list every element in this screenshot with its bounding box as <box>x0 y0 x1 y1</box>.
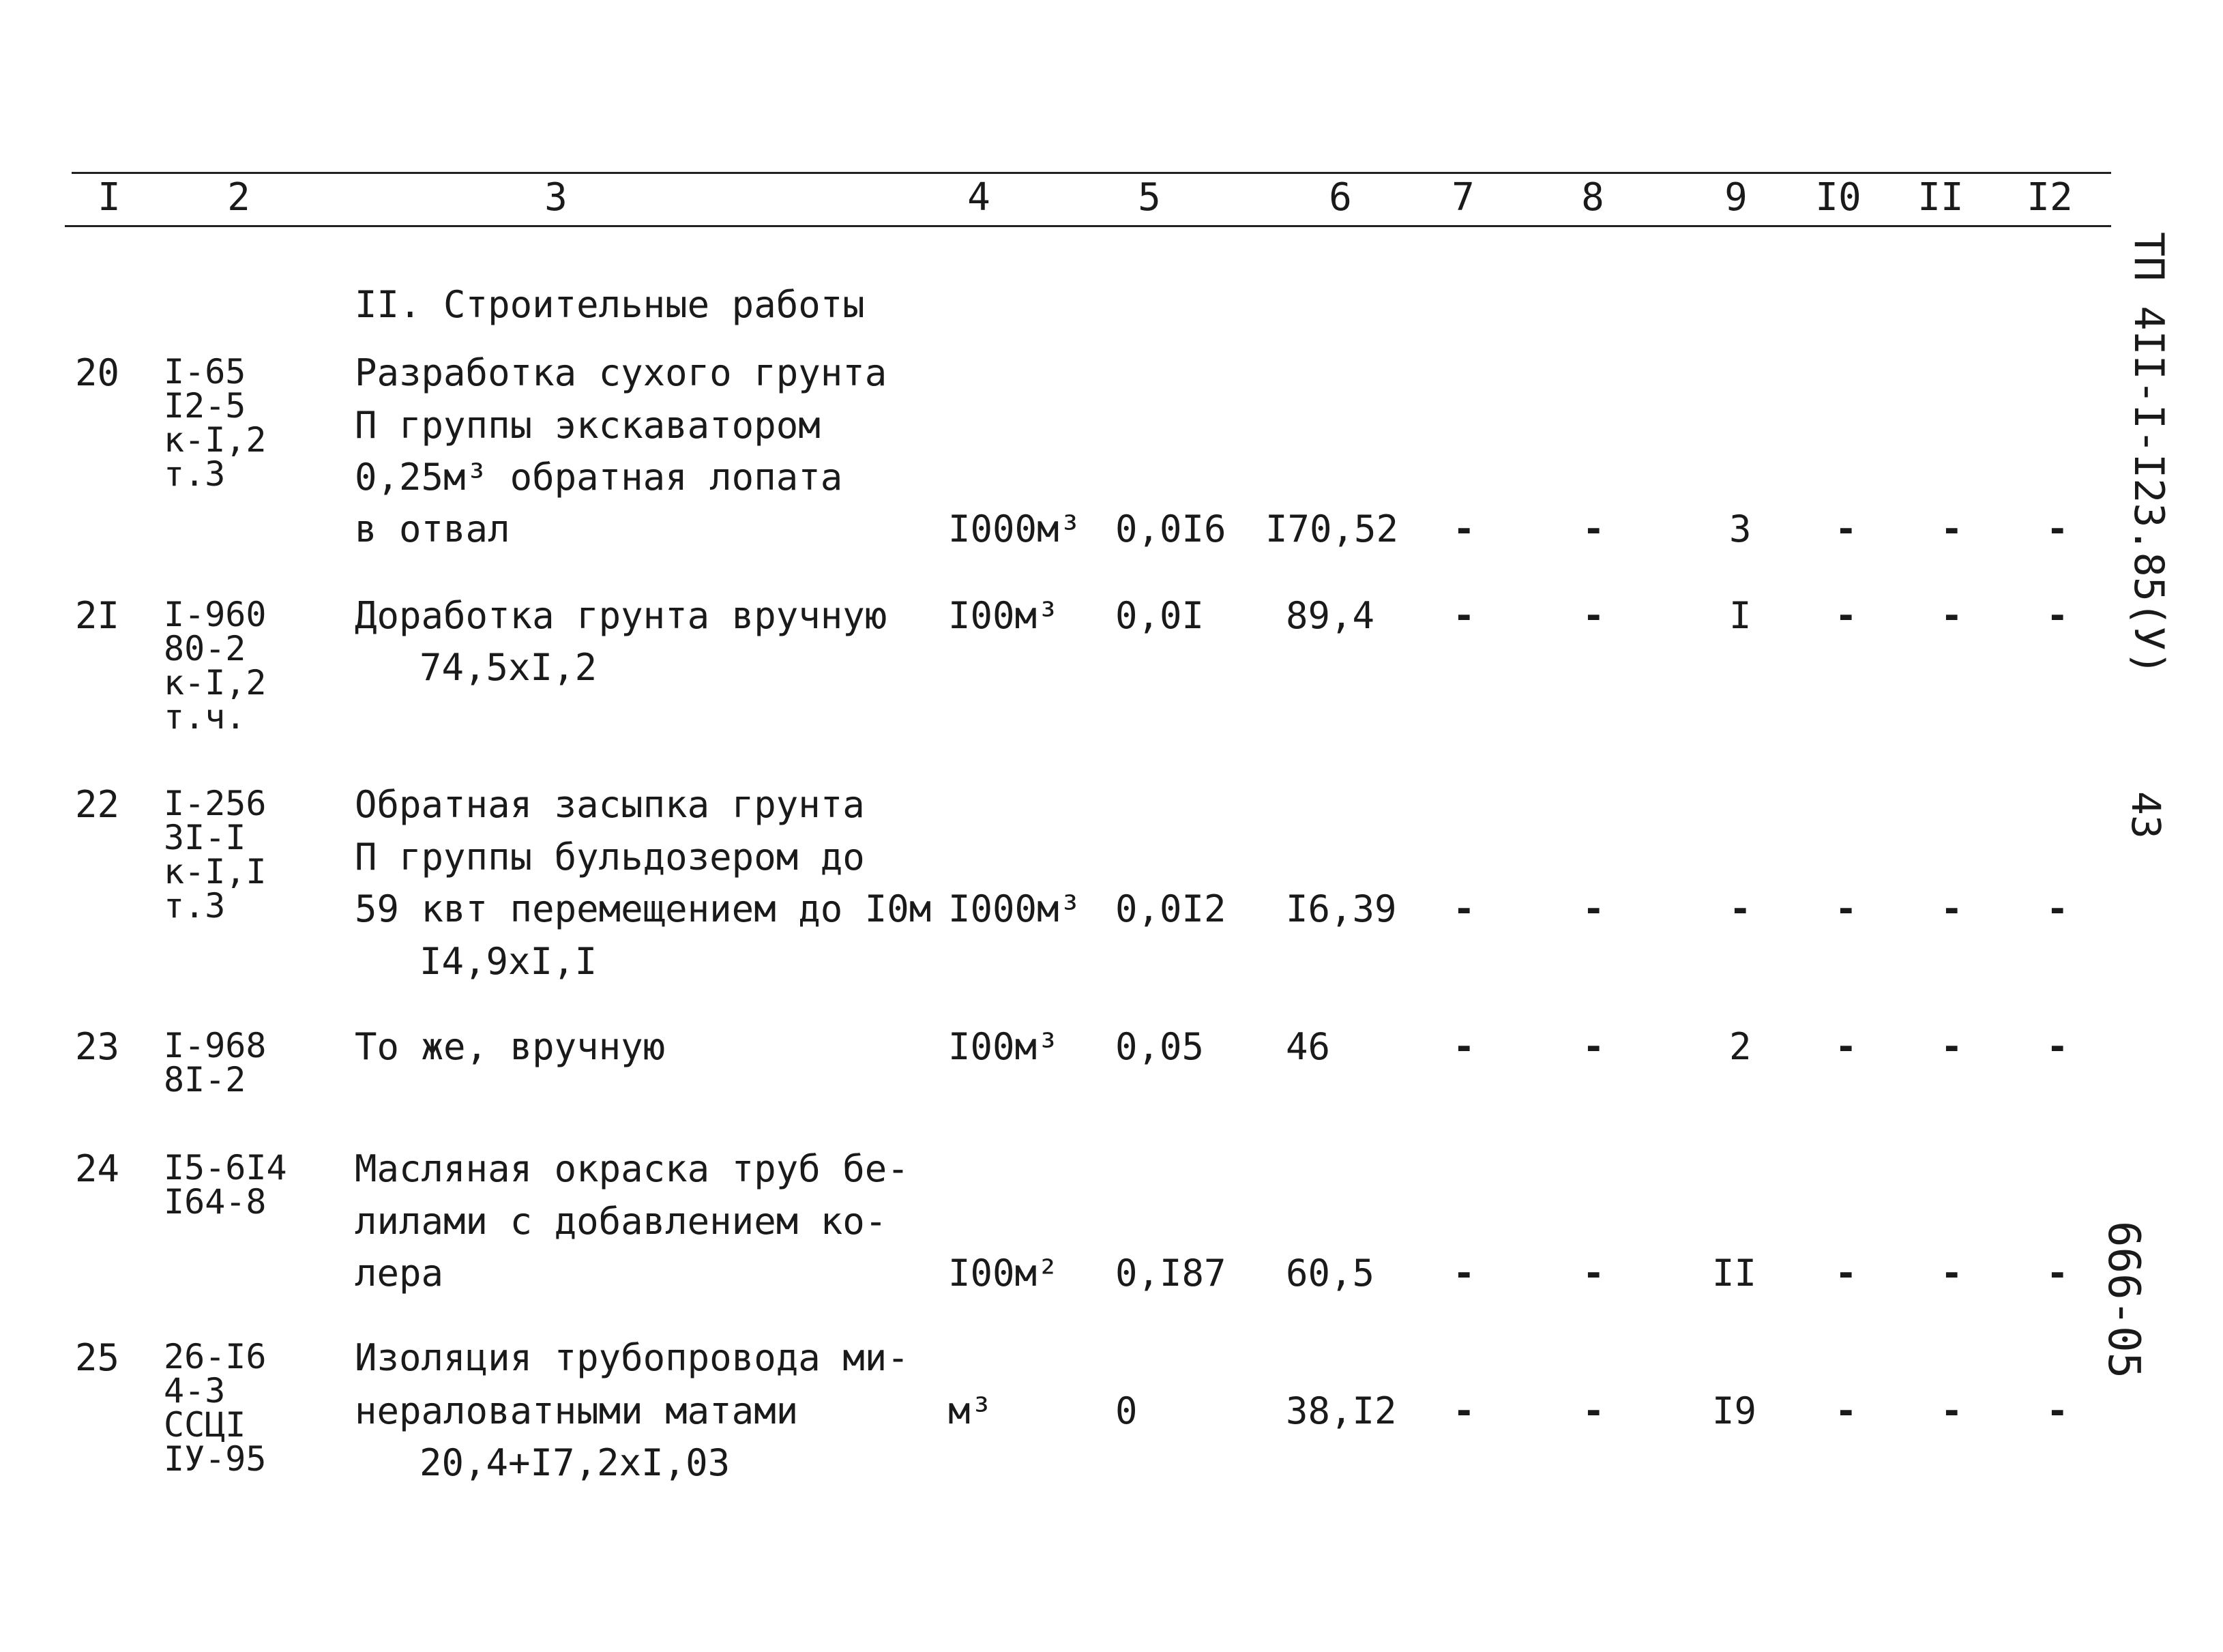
row-col11: - <box>1941 1252 1963 1295</box>
row-col7: - <box>1453 1252 1475 1295</box>
row-codes <box>164 595 267 737</box>
section-title: II. Строительные работы <box>355 283 865 326</box>
header-col-3: 3 <box>544 175 568 220</box>
row-number: 23 <box>75 1025 120 1068</box>
code-line: IУ-95 <box>164 1439 267 1479</box>
row-codes <box>164 1026 267 1100</box>
row-col9: I9 <box>1712 1389 1757 1432</box>
row-col8: - <box>1582 1389 1605 1432</box>
row-description-line: лилами с добавлением ко- <box>355 1200 887 1243</box>
row-col9: 2 <box>1729 1025 1752 1068</box>
row-col9: 3 <box>1729 507 1752 550</box>
row-codes <box>164 352 267 494</box>
code-line: I-256 <box>164 784 267 823</box>
code-line: I2-5 <box>164 386 246 426</box>
row-description-line: 0,25м³ обратная лопата <box>355 456 843 499</box>
row-price: 38,I2 <box>1286 1389 1397 1432</box>
code-line: I-960 <box>164 595 267 634</box>
code-line: ССЦI <box>164 1405 246 1445</box>
code-line: к-I,I <box>164 852 267 891</box>
row-col11: - <box>1941 887 1963 930</box>
row-col8: - <box>1582 1252 1605 1295</box>
row-price: 89,4 <box>1286 594 1375 637</box>
row-col7: - <box>1453 507 1475 550</box>
row-description-line: нераловатными матами <box>355 1389 799 1432</box>
row-col11: - <box>1941 1389 1963 1432</box>
margin-doc-code: ТП 4II-I-I23.85(У) <box>2125 232 2173 676</box>
code-line: т.ч. <box>164 697 246 737</box>
row-col7: - <box>1453 887 1475 930</box>
row-description-line: Доработка грунта вручную <box>355 594 887 637</box>
code-line: I-968 <box>164 1026 267 1065</box>
row-description-line: 74,5хI,2 <box>419 646 598 689</box>
header-col-7: 7 <box>1452 175 1475 220</box>
row-codes <box>164 1148 287 1222</box>
row-col10: - <box>1835 1389 1857 1432</box>
row-description-line: То же, вручную <box>355 1025 666 1068</box>
row-col12: - <box>2046 1389 2069 1432</box>
row-col10: - <box>1835 1025 1857 1068</box>
header-col-2: 2 <box>227 175 250 220</box>
row-col7: - <box>1453 1389 1475 1432</box>
row-col12: - <box>2046 1025 2069 1068</box>
row-description-line: 20,4+I7,2хI,03 <box>419 1441 731 1484</box>
row-col12: - <box>2046 1252 2069 1295</box>
row-description-line: лера <box>355 1252 444 1295</box>
row-col11: - <box>1941 594 1963 637</box>
code-line: 3I-I <box>164 818 246 857</box>
row-unit: м³ <box>948 1389 993 1432</box>
row-quantity: 0,I87 <box>1115 1252 1226 1295</box>
row-description-line: 59 квт перемещением до I0м <box>355 887 932 930</box>
row-col11: - <box>1941 507 1963 550</box>
row-quantity: 0 <box>1115 1389 1138 1432</box>
row-col9: II <box>1712 1252 1757 1295</box>
row-col8: - <box>1582 887 1605 930</box>
row-unit: I00м³ <box>948 594 1059 637</box>
code-line: I-65 <box>164 352 246 392</box>
code-line: 80-2 <box>164 629 246 668</box>
code-line: 8I-2 <box>164 1060 246 1100</box>
header-col-8: 8 <box>1581 175 1604 220</box>
header-col-5: 5 <box>1138 175 1161 220</box>
code-line: 4-3 <box>164 1371 226 1411</box>
row-col7: - <box>1453 594 1475 637</box>
row-description-line: П группы бульдозером до <box>355 836 865 879</box>
row-col10: - <box>1835 887 1857 930</box>
code-line: 26-I6 <box>164 1337 267 1376</box>
row-price: I6,39 <box>1286 887 1397 930</box>
row-description-line: Масляная окраска труб бе- <box>355 1147 909 1190</box>
row-col10: - <box>1835 507 1857 550</box>
row-col8: - <box>1582 507 1605 550</box>
row-col8: - <box>1582 1025 1605 1068</box>
row-description-line: Изоляция трубопровода ми- <box>355 1336 909 1379</box>
row-unit: I000м³ <box>948 507 1082 550</box>
row-description-line: Разработка сухого грунта <box>355 351 887 394</box>
row-unit: I000м³ <box>948 887 1082 930</box>
code-line: т.3 <box>164 886 226 926</box>
code-line: I5-6I4 <box>164 1148 287 1188</box>
row-col12: - <box>2046 507 2069 550</box>
row-number: 22 <box>75 783 120 826</box>
row-number: 24 <box>75 1147 120 1190</box>
header-col-11: II <box>1917 175 1964 220</box>
row-col9: - <box>1729 887 1752 930</box>
margin-page-number: 43 <box>2123 791 2169 839</box>
row-codes <box>164 784 267 926</box>
header-col-6: 6 <box>1329 175 1352 220</box>
row-unit: I00м² <box>948 1252 1059 1295</box>
row-quantity: 0,05 <box>1115 1025 1205 1068</box>
row-unit: I00м³ <box>948 1025 1059 1068</box>
row-description-line: П группы экскаватором <box>355 404 821 447</box>
row-description-line: I4,9хI,I <box>419 940 598 983</box>
row-number: 20 <box>75 351 120 394</box>
row-col8: - <box>1582 594 1605 637</box>
header-col-12: I2 <box>2027 175 2073 220</box>
header-top-rule <box>72 172 2111 174</box>
margin-sheet-code: 666-05 <box>2098 1221 2149 1379</box>
row-number: 25 <box>75 1336 120 1379</box>
row-col7: - <box>1453 1025 1475 1068</box>
row-price: I70,52 <box>1265 507 1399 550</box>
row-price: 60,5 <box>1286 1252 1375 1295</box>
row-description-line: в отвал <box>355 507 510 550</box>
row-col12: - <box>2046 594 2069 637</box>
row-quantity: 0,0I2 <box>1115 887 1226 930</box>
row-col12: - <box>2046 887 2069 930</box>
header-bottom-rule <box>65 225 2111 227</box>
row-quantity: 0,0I6 <box>1115 507 1226 550</box>
row-codes <box>164 1337 267 1479</box>
header-col-1: I <box>98 175 121 220</box>
code-line: т.3 <box>164 454 226 494</box>
row-price: 46 <box>1286 1025 1331 1068</box>
row-number: 2I <box>75 594 120 637</box>
header-col-10: I0 <box>1815 175 1861 220</box>
code-line: к-I,2 <box>164 420 267 460</box>
header-col-4: 4 <box>967 175 990 220</box>
row-col10: - <box>1835 594 1857 637</box>
row-quantity: 0,0I <box>1115 594 1205 637</box>
row-col10: - <box>1835 1252 1857 1295</box>
code-line: I64-8 <box>164 1182 267 1222</box>
row-description-line: Обратная засыпка грунта <box>355 783 865 826</box>
header-col-9: 9 <box>1724 175 1748 220</box>
code-line: к-I,2 <box>164 663 267 703</box>
row-col11: - <box>1941 1025 1963 1068</box>
row-col9: I <box>1729 594 1752 637</box>
